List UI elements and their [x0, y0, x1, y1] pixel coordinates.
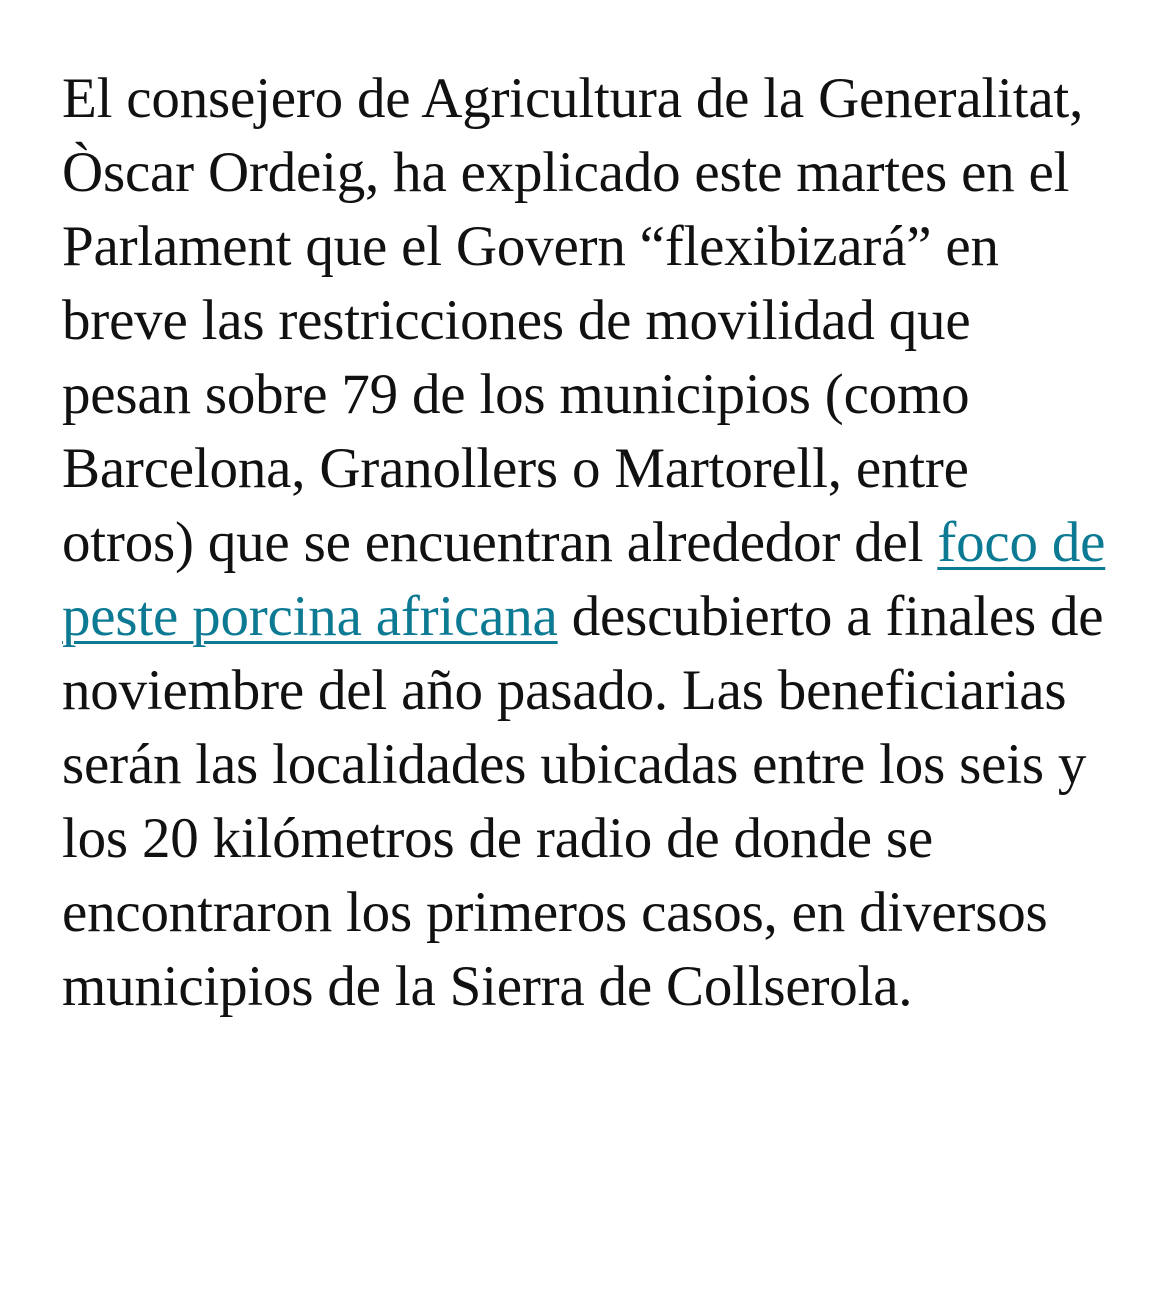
article-paragraph [62, 62, 1106, 1024]
paragraph-text-before-link: El consejero de Agricultura de la Generalitat, Òscar Ordeig, ha explicado este martes en el Parlament que el Govern “flexibizará” en breve las restricciones de movilidad que pesan sobre 79 de los municipios (como Barcelona, Granollers o Martorell, entre otros) que se encuentran alrededor del [62, 67, 1084, 574]
paragraph-text-after-link: descubierto a finales de noviembre del año pasado. Las beneficiarias serán las localidades ubicadas entre los seis y los 20 kilómetros de radio de donde se encontraron los primeros casos, en diversos municipios de la Sierra de Collserola. [62, 585, 1104, 1018]
inline-link-foco-peste-porcina-africana[interactable]: foco de peste porcina africana [62, 511, 1106, 648]
